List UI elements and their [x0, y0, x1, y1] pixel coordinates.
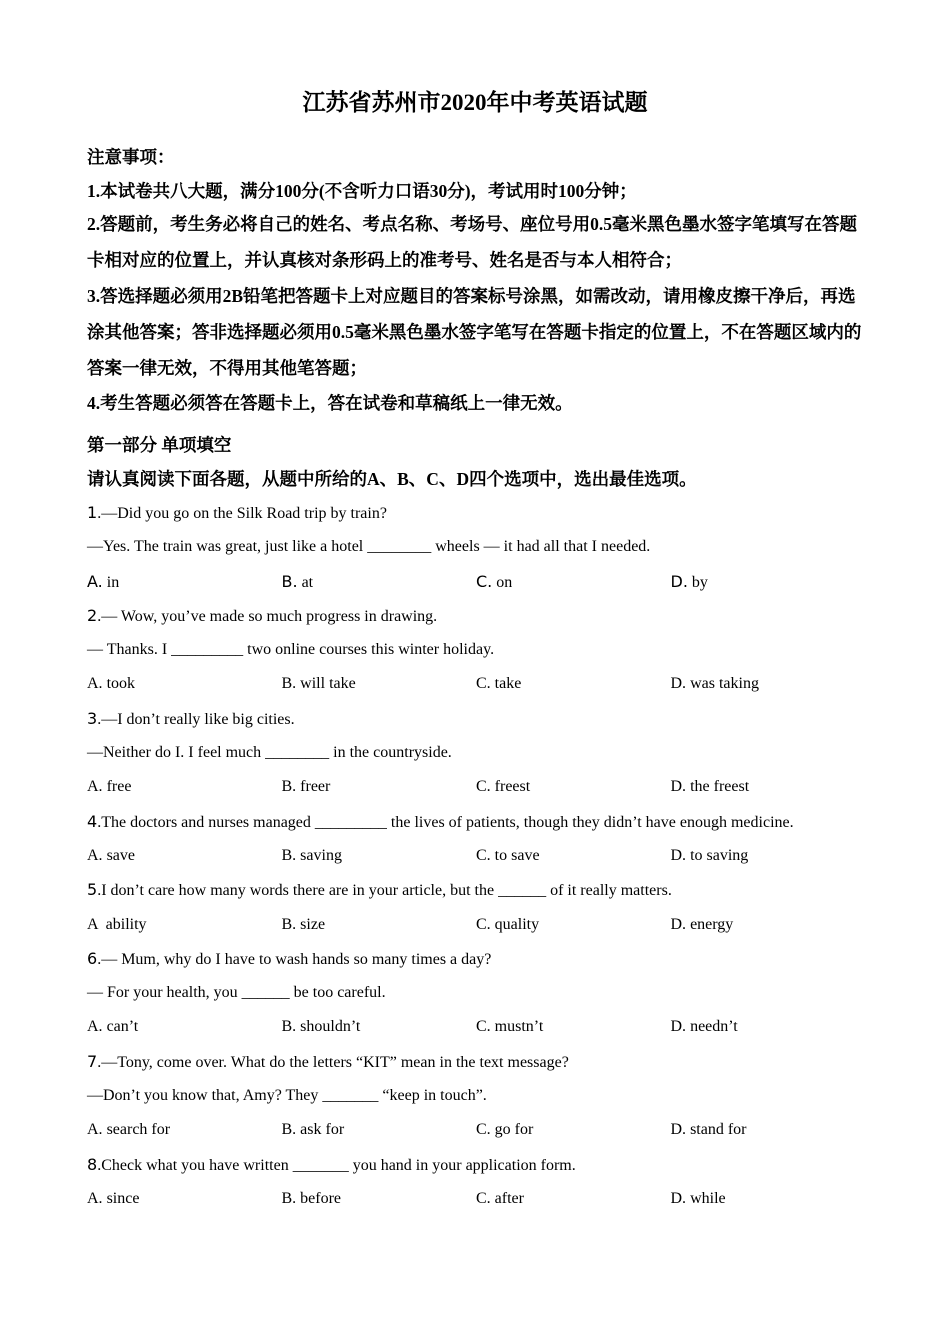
question-stem: [87, 496, 867, 530]
option-a[interactable]: [87, 1113, 282, 1147]
option-text: before: [296, 1189, 342, 1207]
option-d[interactable]: [671, 667, 866, 701]
option-b[interactable]: [282, 565, 477, 599]
option-letter: B.: [281, 571, 298, 591]
option-letter: D.: [670, 1189, 687, 1207]
question-reply: —Yes. The train was great, just like a hotel ________ wheels — it had all that I needed.: [87, 538, 651, 556]
question-reply: — Thanks. I _________ two online courses this winter holiday.: [87, 641, 495, 659]
option-a[interactable]: [87, 839, 282, 873]
option-letter: C.: [476, 778, 491, 796]
notes-heading: 注意事项：: [87, 147, 175, 167]
option-letter: A.: [87, 1189, 103, 1207]
question-number: 4: [87, 811, 98, 831]
question-text: .— Mum, why do I have to wash hands so many times a day?: [97, 950, 492, 968]
question-4: [87, 805, 867, 874]
option-text: by: [687, 573, 708, 591]
document-title: 江苏省苏州市2020年中考英语试题: [302, 90, 648, 115]
question-stem: [87, 702, 867, 736]
option-d[interactable]: [671, 1113, 866, 1147]
option-row: [87, 565, 867, 599]
option-letter: C.: [476, 915, 491, 933]
option-a[interactable]: [87, 908, 282, 942]
option-letter: D.: [670, 1018, 687, 1036]
option-letter: D.: [670, 675, 687, 693]
option-text: freer: [296, 778, 331, 796]
question-reply: —Neither do I. I feel much ________ in the countryside.: [87, 744, 452, 762]
option-text: search for: [102, 1121, 171, 1139]
question-stem: [87, 1148, 867, 1182]
option-d[interactable]: [671, 1010, 866, 1044]
question-number: 6: [87, 948, 98, 968]
option-d[interactable]: [671, 1182, 866, 1216]
section-instruction: 请认真阅读下面各题，从题中所给的A、B、C、D四个选项中，选出最佳选项。: [87, 469, 697, 489]
option-row: [87, 667, 867, 701]
notes-item-4: 4.考生答题必须答在答题卡上，答在试卷和草稿纸上一律无效。: [87, 393, 573, 413]
option-c[interactable]: [476, 770, 671, 804]
option-text: in: [102, 573, 120, 591]
option-letter: B.: [281, 1189, 297, 1207]
option-b[interactable]: [282, 908, 477, 942]
option-c[interactable]: [476, 1113, 671, 1147]
option-text: was taking: [686, 675, 759, 693]
option-text: at: [297, 573, 314, 591]
option-text: since: [102, 1189, 140, 1207]
question-7: [87, 1045, 867, 1148]
question-8: [87, 1148, 867, 1217]
option-text: ability: [97, 915, 147, 933]
option-letter: A: [87, 915, 98, 933]
question-stem: [87, 942, 867, 976]
option-text: energy: [686, 915, 734, 933]
option-letter: C.: [476, 571, 493, 591]
option-letter: B.: [281, 915, 297, 933]
question-number: 3: [87, 708, 98, 728]
question-text: .I don’t care how many words there are in your article, but the ______ of it really matters.: [97, 882, 672, 900]
option-row: [87, 1182, 867, 1216]
option-a[interactable]: [87, 667, 282, 701]
option-letter: C.: [476, 675, 491, 693]
option-text: needn’t: [686, 1018, 738, 1036]
option-c[interactable]: [476, 667, 671, 701]
option-text: to save: [490, 846, 540, 864]
option-b[interactable]: [282, 1182, 477, 1216]
notes-item-1: 1.本试卷共八大题，满分100分(不含听力口语30分)，考试用时100分钟；: [87, 181, 637, 201]
question-number: 5: [87, 880, 98, 900]
option-text: go for: [490, 1121, 534, 1139]
question-1: [87, 496, 867, 599]
option-a[interactable]: [87, 1010, 282, 1044]
option-text: free: [102, 778, 132, 796]
question-3: [87, 702, 867, 805]
option-row: [87, 1113, 867, 1147]
option-text: quality: [490, 915, 540, 933]
option-a[interactable]: [87, 1182, 282, 1216]
option-text: save: [102, 846, 135, 864]
question-stem: [87, 873, 867, 907]
option-d[interactable]: [671, 565, 866, 599]
option-row: [87, 839, 867, 873]
option-letter: A.: [87, 1018, 103, 1036]
option-letter: A.: [87, 1121, 103, 1139]
question-text: .—Did you go on the Silk Road trip by train?: [97, 505, 387, 522]
option-text: took: [102, 675, 136, 693]
option-text: stand for: [686, 1121, 747, 1139]
option-letter: B.: [281, 675, 297, 693]
option-text: while: [686, 1189, 726, 1207]
option-letter: B.: [281, 1018, 297, 1036]
question-list: [87, 496, 867, 1216]
option-text: to saving: [686, 846, 749, 864]
question-number: 7: [87, 1051, 98, 1071]
notes-item-3: 3.答选择题必须用2B铅笔把答题卡上对应题目的答案标号涂黑，如需改动，请用橡皮擦干净后，再选涂其他答案；答非选择题必须用0.5毫米黑色墨水签字笔写在答题卡指定的位置上，不在答题区域内的答案一律无效，不得用其他笔答题；: [87, 286, 862, 378]
option-text: saving: [296, 846, 342, 864]
option-text: after: [490, 1189, 524, 1207]
option-b[interactable]: [282, 667, 477, 701]
option-text: size: [296, 915, 326, 933]
option-letter: A.: [87, 846, 103, 864]
option-row: [87, 1010, 867, 1044]
option-text: take: [490, 675, 522, 693]
notes-item-2: 2.答题前，考生务必将自己的姓名、考点名称、考场号、座位号用0.5毫米黑色墨水签字笔填写在答题卡相对应的位置上，并认真核对条形码上的准考号、姓名是否与本人相符合；: [87, 214, 857, 270]
section-heading: 第一部分 单项填空: [87, 435, 232, 455]
option-letter: C.: [476, 1121, 491, 1139]
option-letter: D.: [670, 778, 687, 796]
option-letter: C.: [476, 846, 491, 864]
notes-block: [87, 140, 867, 420]
question-text: .Check what you have written _______ you hand in your application form.: [97, 1156, 576, 1174]
question-text: .The doctors and nurses managed _________ the lives of patients, though they didn’t have enough medicine.: [97, 813, 794, 831]
option-letter: A.: [87, 571, 103, 591]
option-letter: C.: [476, 1189, 491, 1207]
question-reply: — For your health, you ______ be too careful.: [87, 984, 386, 1002]
option-letter: D.: [670, 846, 687, 864]
option-text: on: [492, 573, 513, 591]
option-letter: B.: [281, 778, 297, 796]
option-c[interactable]: [476, 1010, 671, 1044]
option-text: will take: [296, 675, 356, 693]
question-text: .— Wow, you’ve made so much progress in drawing.: [97, 607, 438, 625]
question-stem: [87, 599, 867, 633]
option-c[interactable]: [476, 565, 671, 599]
question-5: [87, 873, 867, 942]
option-c[interactable]: [476, 908, 671, 942]
option-row: [87, 770, 867, 804]
option-letter: D.: [670, 571, 688, 591]
question-number: 2: [87, 605, 98, 625]
question-number: 1: [87, 503, 98, 522]
question-reply: —Don’t you know that, Amy? They _______ “keep in touch”.: [87, 1087, 487, 1105]
option-text: shouldn’t: [296, 1018, 361, 1036]
option-d[interactable]: [671, 770, 866, 804]
option-letter: B.: [281, 846, 297, 864]
question-text: .—I don’t really like big cities.: [97, 710, 295, 728]
option-c[interactable]: [476, 1182, 671, 1216]
option-letter: D.: [670, 1121, 687, 1139]
question-stem: [87, 805, 867, 839]
question-6: [87, 942, 867, 1045]
option-d[interactable]: [671, 908, 866, 942]
option-b[interactable]: [282, 1010, 477, 1044]
option-letter: D.: [670, 915, 687, 933]
question-text: .—Tony, come over. What do the letters “KIT” mean in the text message?: [97, 1053, 569, 1071]
question-stem: [87, 1045, 867, 1079]
option-letter: A.: [87, 778, 103, 796]
option-row: [87, 908, 867, 942]
option-b[interactable]: [282, 839, 477, 873]
option-d[interactable]: [671, 839, 866, 873]
option-c[interactable]: [476, 839, 671, 873]
option-b[interactable]: [282, 770, 477, 804]
option-text: mustn’t: [490, 1018, 544, 1036]
option-a[interactable]: [87, 770, 282, 804]
option-text: freest: [490, 778, 531, 796]
option-a[interactable]: [87, 565, 282, 599]
option-letter: B.: [281, 1121, 297, 1139]
option-letter: C.: [476, 1018, 491, 1036]
option-text: ask for: [296, 1121, 345, 1139]
question-2: [87, 599, 867, 702]
question-number: 8: [87, 1154, 98, 1174]
option-b[interactable]: [282, 1113, 477, 1147]
option-text: can’t: [102, 1018, 139, 1036]
option-letter: A.: [87, 675, 103, 693]
option-text: the freest: [686, 778, 750, 796]
